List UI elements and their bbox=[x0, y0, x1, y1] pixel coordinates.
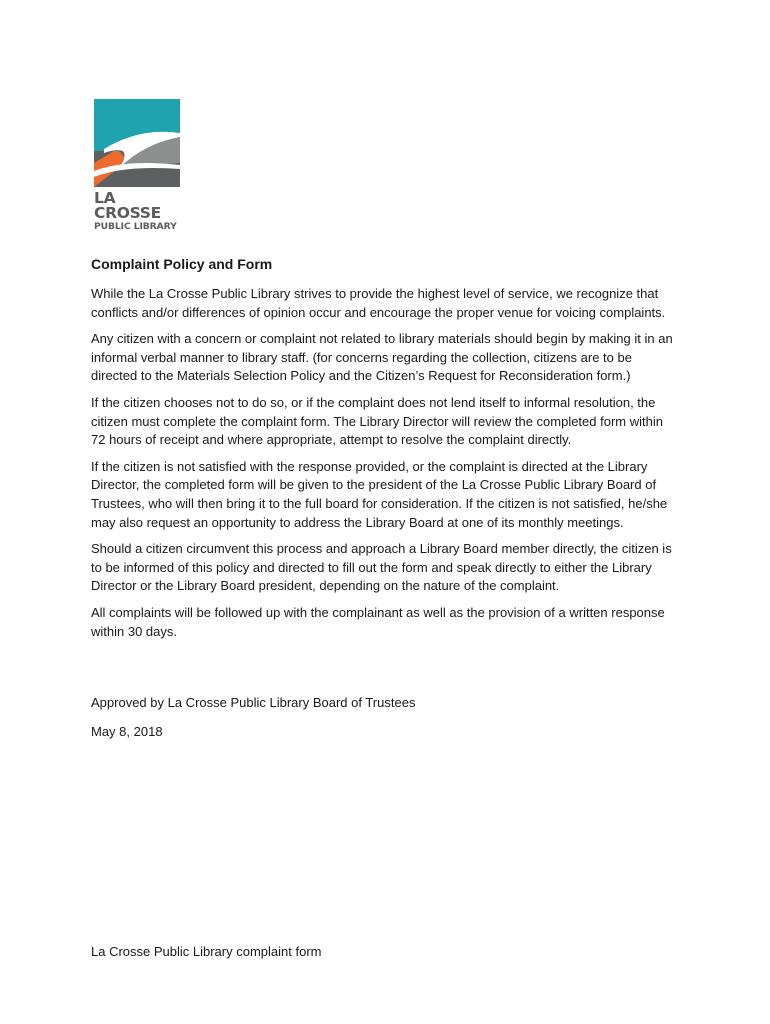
document-title: Complaint Policy and Form bbox=[91, 256, 273, 272]
document-body bbox=[91, 255, 681, 649]
paragraph-3: If the citizen chooses not to do so, or if the complaint does not lend itself to informal resolution, the citizen must complete the complaint form. The Library Director will review the completed form within 72 hours of receipt and where appropriate, attempt to resolve the complaint directly. bbox=[91, 394, 663, 448]
paragraph-5: Should a citizen circumvent this process and approach a Library Board member directly, the citizen is to be informed of this policy and directed to fill out the form and speak directly to either the Library Director or the Library Board president, depending on the nature of the complaint. bbox=[91, 541, 672, 594]
logo-text-line1: LA CROSSE bbox=[94, 189, 161, 222]
paragraph-4: If the citizen is not satisfied with the response provided, or the complaint is directed at the Library Director, the completed form will be given to the president of the La Crosse Public Library Board of Trustees, who will then bring it to the full board for consideration. If the citizen is not satisfied, he/she may also request an opportunity to address the Library Board at one of its monthly meetings. bbox=[91, 458, 668, 530]
paragraph-1: While the La Crosse Public Library strives to provide the highest level of service, we recognize that conflicts and/or differences of opinion occur and encourage the proper venue for voicing complaints. bbox=[91, 286, 666, 320]
library-logo-mark bbox=[94, 99, 180, 187]
approval-statement: Approved by La Crosse Public Library Board of Trustees bbox=[91, 695, 416, 710]
logo-text-line2: PUBLIC LIBRARY bbox=[94, 221, 177, 232]
document-footer: La Crosse Public Library complaint form bbox=[91, 944, 322, 959]
paragraph-6: All complaints will be followed up with the complainant as well as the provision of a written response within 30 days. bbox=[91, 604, 665, 639]
library-logo bbox=[94, 99, 182, 232]
approval-date: May 8, 2018 bbox=[91, 724, 163, 739]
paragraph-2: Any citizen with a concern or complaint not related to library materials should begin by making it in an informal verbal manner to library staff. (for concerns regarding the collection, citizens are to be directed to the Materials Selection Policy and the Citizen’s Request for Reconsideration form.) bbox=[91, 331, 673, 384]
